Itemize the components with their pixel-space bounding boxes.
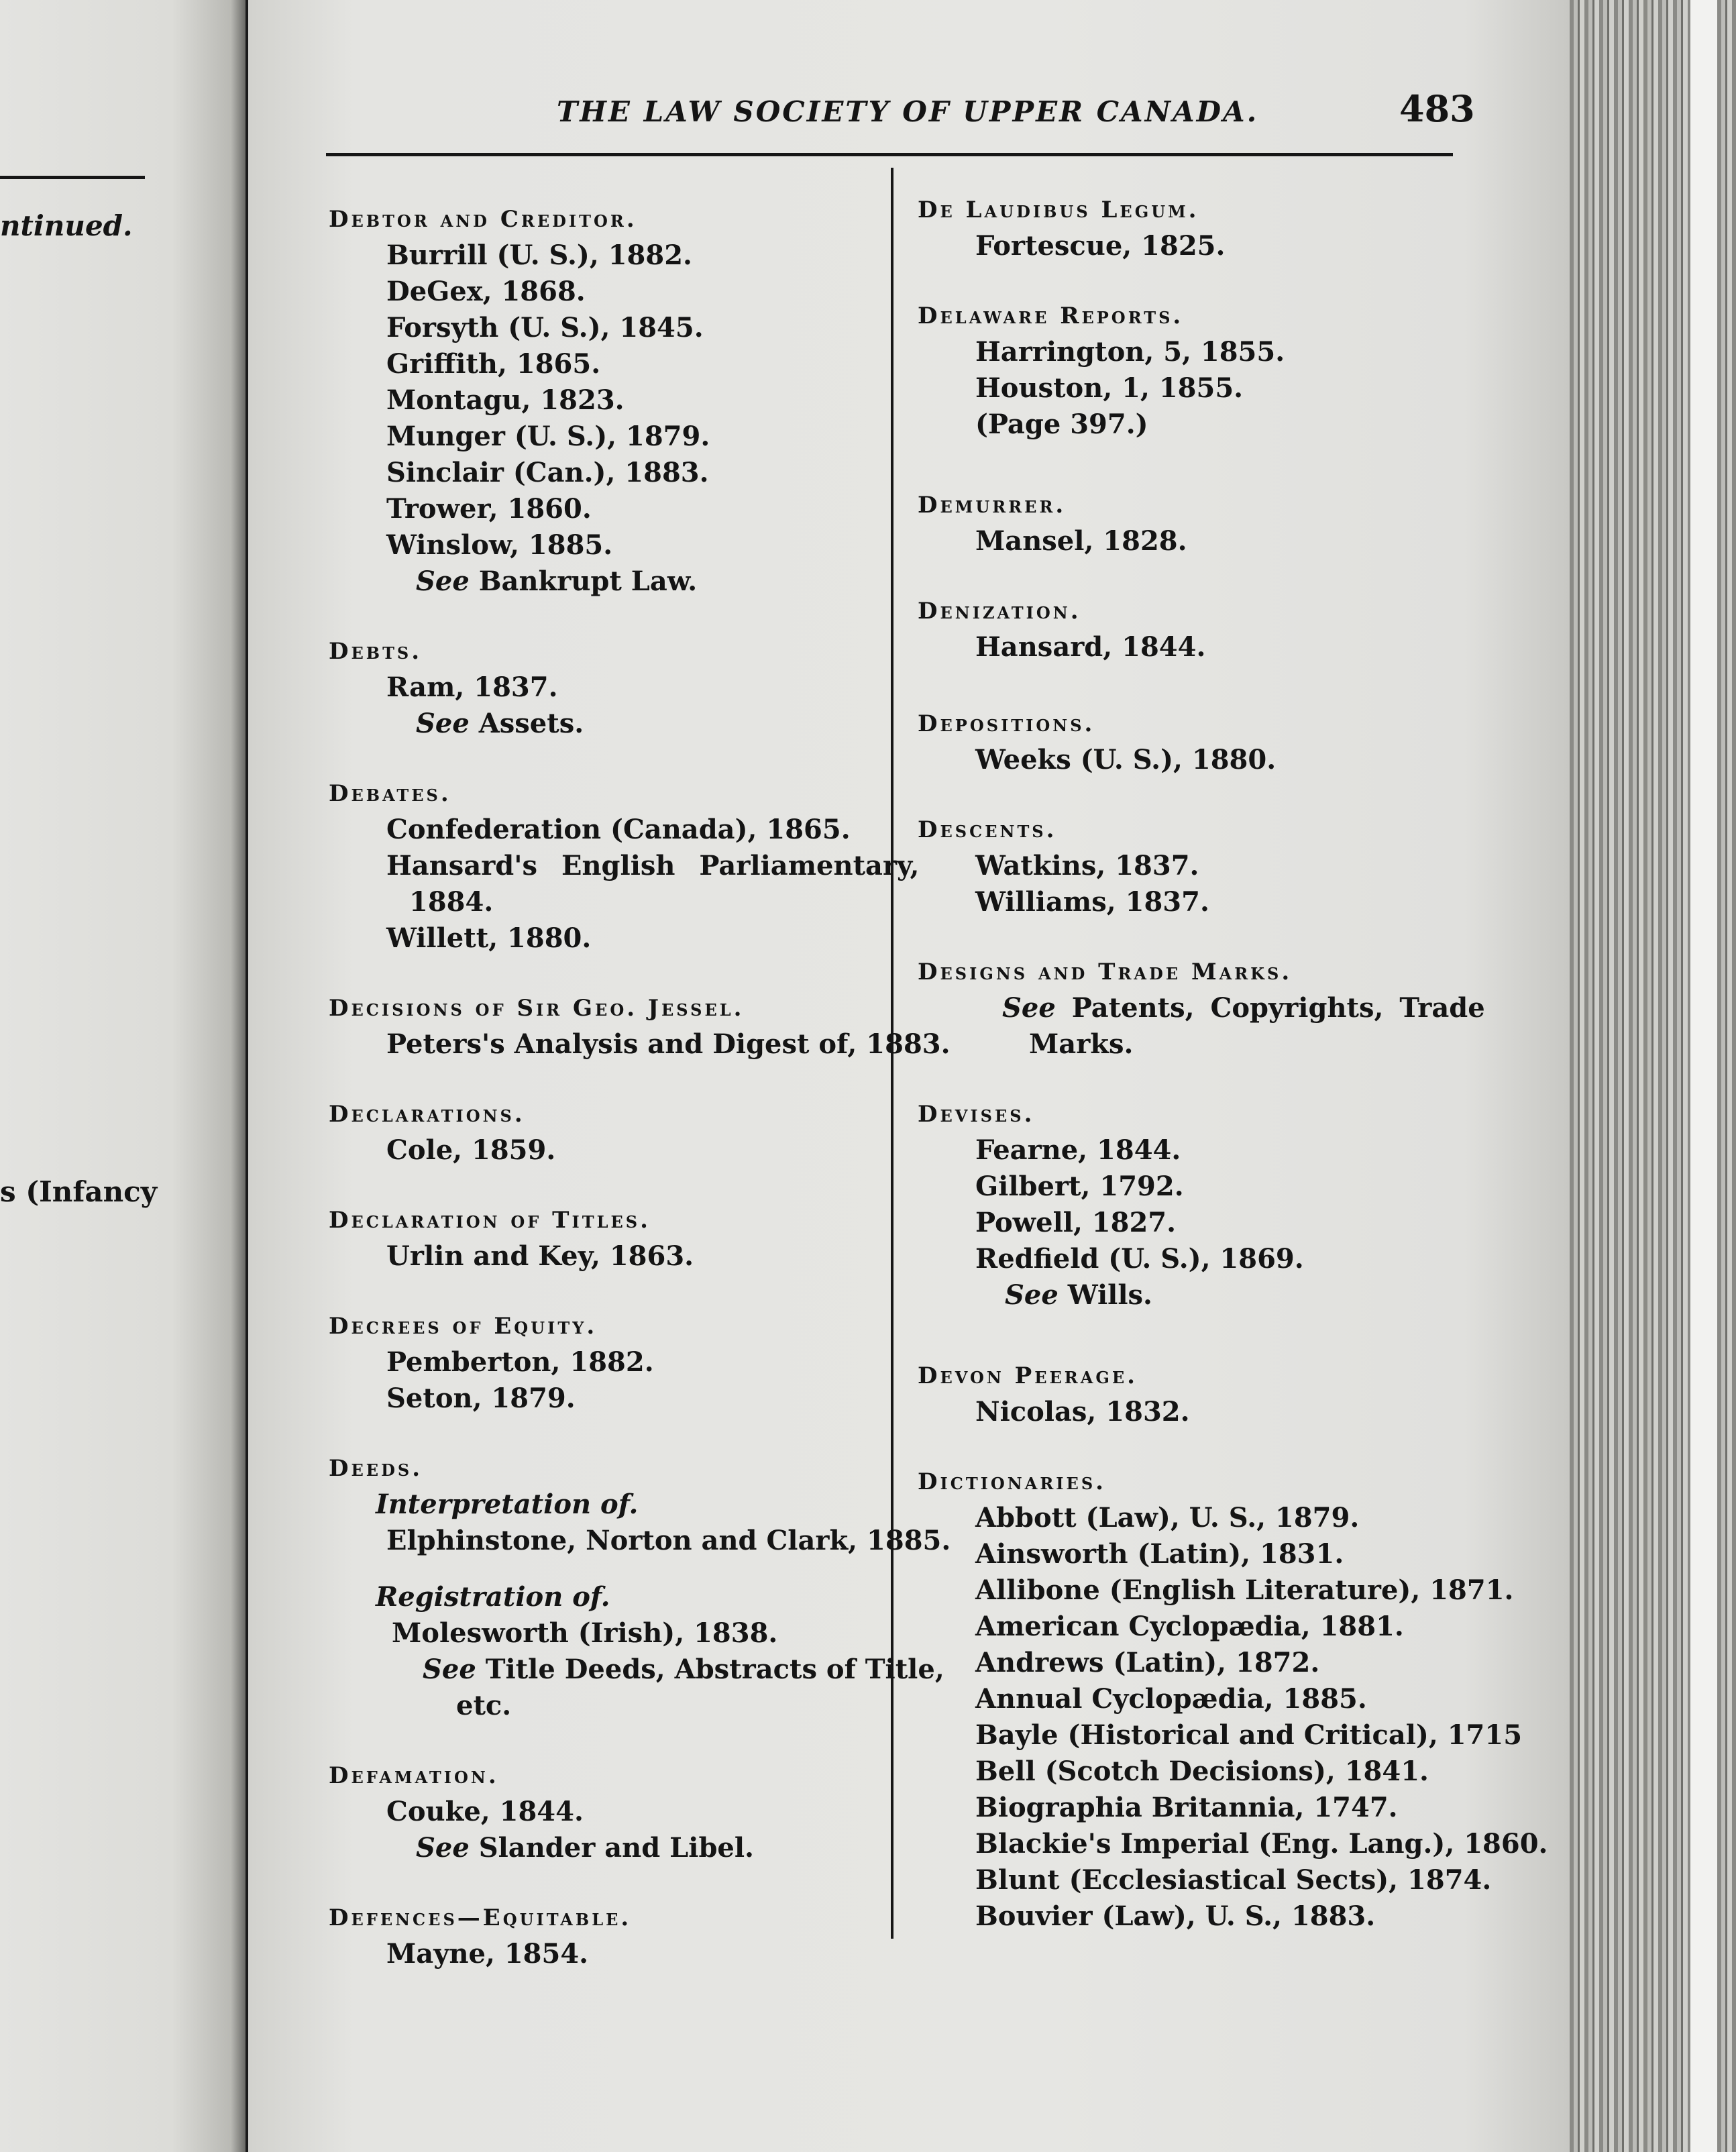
entry-item: Trower, 1860. [386,493,592,525]
entry-item: Andrews (Latin), 1872. [975,1647,1320,1678]
entry-heading: Decrees of Equity. [329,1313,598,1340]
entry-delaware-reports [918,298,1454,443]
entry-deeds [329,1450,951,1724]
entry-item: Griffith, 1865. [386,348,601,380]
entry-defences [329,1900,879,1972]
entry-heading: Descents. [918,816,1057,843]
entry-item: Mansel, 1828. [975,525,1187,557]
entry-item: Harrington, 5, 1855. [975,336,1285,368]
entry-declaration-of-titles [329,1202,879,1275]
entry-heading: De Laudibus Legum. [918,197,1199,223]
see-word: See [416,566,470,597]
entry-item: Nicolas, 1832. [975,1396,1190,1428]
entry-heading: Denization. [918,598,1081,625]
entry-item: Biographia Britannia, 1747. [975,1792,1398,1823]
entry-item: Annual Cyclopædia, 1885. [975,1683,1367,1715]
entry-item: Fearne, 1844. [975,1134,1181,1166]
entry-item: Montagu, 1823. [386,384,625,416]
entry-heading: Declaration of Titles. [329,1207,651,1234]
entry-heading: Deeds. [329,1455,423,1482]
entry-designs-and-trade-marks [918,954,1485,1063]
entry-item: Bouvier (Law), U. S., 1883. [975,1900,1376,1932]
entry-decisions [329,990,951,1063]
page-number: 483 [1399,87,1475,130]
entry-item: Gilbert, 1792. [975,1171,1184,1202]
entry-item: Munger (U. S.), 1879. [386,421,710,452]
entry-item: Powell, 1827. [975,1207,1177,1238]
entry-heading: Devon Peerage. [918,1362,1138,1389]
subheading: Registration of. [376,1581,610,1613]
entry-defamation [329,1758,879,1866]
entry-heading: Declarations. [329,1101,525,1128]
entry-item: Blackie's Imperial (Eng. Lang.), 1860. [975,1828,1548,1860]
cross-reference [329,563,879,600]
entry-devises [918,1096,1454,1313]
cross-reference [918,1277,1454,1313]
entry-item: Molesworth (Irish), 1838. [392,1617,778,1649]
see-target: Assets. [469,708,584,739]
see-word: See [1005,1279,1059,1311]
entry-heading: Demurrer. [918,492,1067,519]
entry-item: Ainsworth (Latin), 1831. [975,1538,1344,1570]
left-column [329,201,951,1972]
entry-item: American Cyclopædia, 1881. [975,1611,1404,1642]
cross-reference [329,706,879,742]
entry-item: Houston, 1, 1855. [975,372,1244,404]
entry-item: Blunt (Ecclesiastical Sects), 1874. [975,1864,1492,1896]
entry-heading: Defamation. [329,1762,499,1789]
entry-item: Williams, 1837. [975,886,1209,918]
entry-item: Mayne, 1854. [386,1938,589,1970]
entry-item: Cole, 1859. [386,1134,556,1166]
entry-de-laudibus [918,192,1454,264]
entry-item: Fortescue, 1825. [975,230,1226,262]
entry-item: Peters's Analysis and Digest of, 1883. [386,1028,951,1060]
entry-heading: Dictionaries. [918,1468,1106,1495]
header-rule [326,153,1453,156]
entry-item: Watkins, 1837. [975,850,1199,881]
cross-reference [329,1830,879,1866]
facing-page-continued: ntinued. [0,209,133,242]
entry-item: Hansard, 1844. [975,631,1206,663]
entry-item: Bayle (Historical and Critical), 1715 [975,1719,1523,1751]
see-word: See [416,708,470,739]
entry-item: Confederation (Canada), 1865. [386,814,851,845]
cross-reference-continued: etc. [456,1690,512,1721]
entry-item: Urlin and Key, 1863. [386,1240,694,1272]
entry-item: Elphinstone, Norton and Clark, 1885. [386,1525,951,1556]
entry-heading: Depositions. [918,710,1095,737]
see-target: Slander and Libel. [469,1832,754,1864]
entry-heading: Decisions of Sir Geo. Jessel. [329,995,745,1022]
entry-item: DeGex, 1868. [386,276,586,307]
see-word: See [416,1832,470,1864]
entry-heading: Devises. [918,1101,1035,1128]
entry-item: Sinclair (Can.), 1883. [386,457,709,488]
entry-item: Abbott (Law), U. S., 1879. [975,1502,1360,1534]
entry-heading: Debates. [329,780,451,807]
entry-item: Burrill (U. S.), 1882. [386,239,692,271]
entry-item: Ram, 1837. [386,671,558,703]
entry-descents [918,812,1454,920]
see-target: Patents, Copyrights, Trade [1055,992,1485,1024]
see-word: See [1002,992,1056,1024]
entry-heading: Debts. [329,638,423,665]
cross-reference [329,1652,944,1688]
entry-heading: Debtor and Creditor. [329,206,637,233]
subheading: Interpretation of. [376,1489,639,1520]
facing-page-strip [0,0,246,2152]
facing-page-fragment: s (Infancy [0,1175,158,1208]
entry-dictionaries [918,1464,1548,1935]
running-title: THE LAW SOCIETY OF UPPER CANADA. [557,95,1259,128]
entry-item: Willett, 1880. [386,922,592,954]
entry-item: Pemberton, 1882. [386,1346,654,1378]
entry-item: Bell (Scotch Decisions), 1841. [975,1756,1429,1787]
entry-debates [329,775,920,957]
cross-reference-continued: Marks. [1029,1028,1134,1060]
see-target: Wills. [1058,1279,1152,1311]
entry-decrees-of-equity [329,1308,879,1417]
entry-demurrer [918,487,1454,559]
cross-reference [918,990,1485,1026]
right-column [918,192,1548,1935]
entry-debtor-and-creditor [329,201,879,600]
entry-depositions [918,706,1454,778]
entry-heading: Defences—Equitable. [329,1904,632,1931]
entry-denization [918,593,1454,665]
entry-item: Forsyth (U. S.), 1845. [386,312,704,343]
entry-item: 1884. [409,886,494,918]
entry-item: Redfield (U. S.), 1869. [975,1243,1304,1275]
see-target: Title Deeds, Abstracts of Title, [476,1654,944,1685]
entry-declarations [329,1096,879,1169]
entry-item: Hansard's English Parliamentary, [386,850,920,881]
facing-page-rule [0,176,145,179]
entry-item: (Page 397.) [975,409,1148,440]
entry-item: Winslow, 1885. [386,529,613,561]
entry-item: Seton, 1879. [386,1383,576,1414]
entry-heading: Designs and Trade Marks. [918,959,1293,985]
page-edge-highlight [1690,0,1717,2152]
entry-item: Weeks (U. S.), 1880. [975,744,1277,775]
entry-devon-peerage [918,1358,1454,1430]
entry-item: Couke, 1844. [386,1796,584,1827]
entry-heading: Delaware Reports. [918,303,1184,329]
entry-item: Allibone (English Literature), 1871. [975,1574,1514,1606]
entry-debts [329,633,879,742]
see-word: See [423,1654,476,1685]
see-target: Bankrupt Law. [469,566,698,597]
